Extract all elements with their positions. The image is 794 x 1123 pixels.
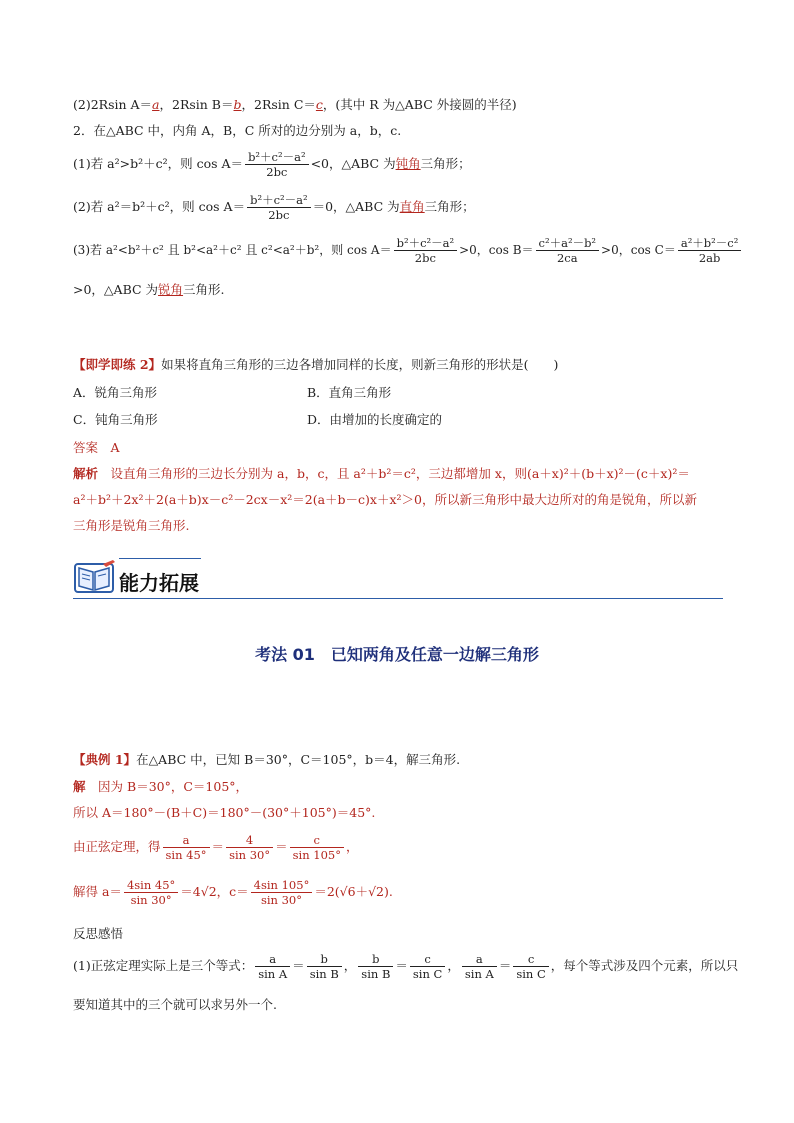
section-divider [73,598,723,599]
reflection-line-2: 要知道其中的三个就可以求另外一个. [73,997,277,1012]
solution-line-4: 解得 a＝ $\frac{4\sin 45^\circ}{\sin 30^\circ}$ ＝4√2，c＝ $\frac{4\sin 105^\circ}{\sin 30^\circ}$ ＝2(√6＋√2). [73,878,393,907]
section-heading: 能力拓展 [119,571,199,595]
case-acute: (3)若 a²<b²＋c² 且 b²<a²＋c² 且 c²<a²＋b²，则 cos A＝ $\frac{\text{b²＋c²－a²}}{2bc}$ >0，cos B＝ $\frac{\text{c²＋a²－b²}}{2ca}$ >0，cos C＝ $\frac{\text{a²＋b²－c²}}{2ab}$ [73,236,743,265]
exercise-question: 【即学即练 2】如果将直角三角形的三边各增加同样的长度，则新三角形的形状是( ) [73,357,559,372]
example-question: 【典例 1】在△ABC 中，已知 B＝30°，C＝105°，b＝4，解三角形. [73,752,461,767]
option-a: A．锐角三角形 [73,385,158,400]
solution-line-3: 由正弦定理，得 $\frac{a}{\sin 45^\circ}$ ＝ $\frac{4}{\sin 30^\circ}$ ＝ $\frac{c}{\sin 105^\circ}$ ， [73,833,359,862]
case-obtuse: (1)若 a²>b²＋c²，则 cos A＝ $\frac{\text{b²＋c²－a²}}{2bc}$ <0，△ABC 为钝角三角形； [73,150,471,179]
answer: 答案 A [73,440,120,455]
item-2-intro: 2．在△ABC 中，内角 A，B，C 所对的边分别为 a，b，c. [73,123,402,138]
book-icon [73,560,117,596]
reflection-title: 反思感悟 [73,926,124,941]
law-of-sines-line: (2)2Rsin A＝a，2Rsin B＝b，2Rsin C＝c，(其中 R 为△ABC 外接圆的半径) [73,97,517,112]
case-acute-cont: >0，△ABC 为锐角三角形. [73,282,225,297]
heading-top-rule [119,558,201,559]
subheading: 考法 01 已知两角及任意一边解三角形 [255,645,539,664]
analysis-line-1: 解析 设直角三角形的三边长分别为 a，b，c，且 a²＋b²＝c²，三边都增加 x，则(a＋x)²＋(b＋x)²－(c＋x)²＝ [73,466,690,481]
case-right: (2)若 a²＝b²＋c²，则 cos A＝ $\frac{\text{b²＋c²－a²}}{2bc}$ ＝0，△ABC 为直角三角形； [73,193,475,222]
analysis-line-2: a²＋b²＋2x²＋2(a＋b)x－c²－2cx－x²＝2(a＋b－c)x＋x²＞0，所以新三角形中最大边所对的角是锐角，所以新 [73,492,698,507]
section-header [73,558,723,602]
analysis-line-3: 三角形是锐角三角形. [73,518,190,533]
option-c: C．钝角三角形 [73,412,158,427]
solution-line-1: 解 因为 B＝30°，C＝105°， [73,779,249,794]
option-d: D．由增加的长度确定的 [307,412,443,427]
solution-line-2: 所以 A＝180°－(B＋C)＝180°－(30°＋105°)＝45°. [73,805,376,820]
option-b: B．直角三角形 [307,385,392,400]
reflection-line-1: (1)正弦定理实际上是三个等式： $\frac{a}{\text{sin A}}$ ＝ $\frac{b}{\text{sin B}}$ ， $\frac{b}{\text{sin B}}$ ＝ $\frac{c}{\text{sin C}}$ ， $\frac{a}{\text{sin A}}$ ＝ $\frac{c}{\text{sin C}}$ ，每个等式涉及四个元素，所以只 [73,952,739,981]
